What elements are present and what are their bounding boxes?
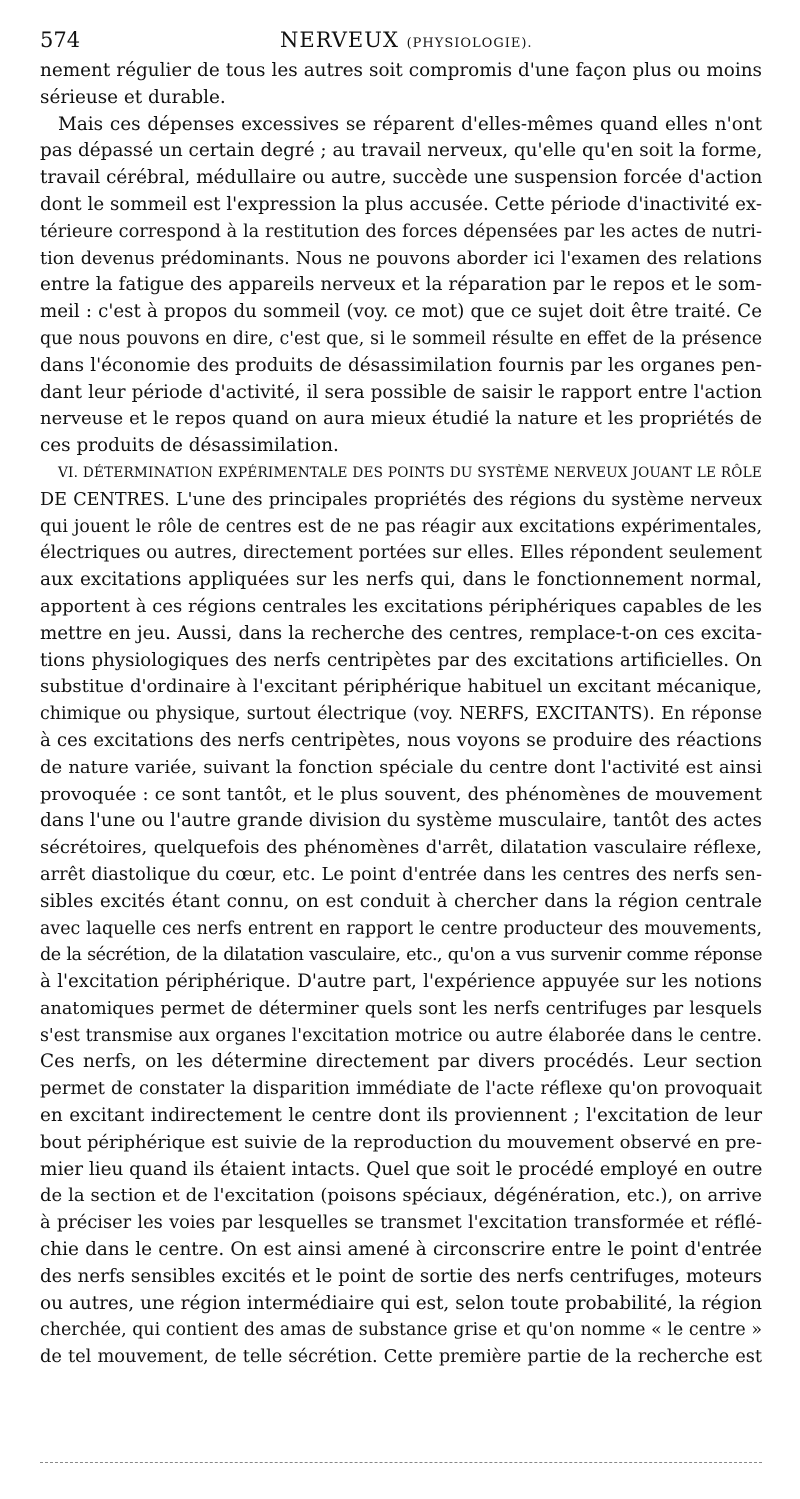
page-number: 574 <box>40 28 81 52</box>
text-line: tion devenus prédominants. Nous ne pouvons aborder ici l'examen des relations <box>40 248 762 269</box>
section-subtitle: (PHYSIOLOGIE). <box>406 36 533 51</box>
text-line: apportent à ces régions centrales les excitations périphériques capables de les <box>40 595 762 617</box>
text-line: provoquée : ce sont tantôt, et le plus souvent, des phénomènes de mouvement <box>40 783 762 805</box>
text-line: Ces nerfs, on les détermine directement par divers procédés. Leur section <box>40 1051 762 1073</box>
text-line: arrêt diastolique du cœur, etc. Le point d'entrée dans les centres des nerfs sen- <box>40 863 762 885</box>
text-line: électriques ou autres, directement portées sur elles. Elles répondent seulement <box>40 542 762 564</box>
text-line: avec laquelle ces nerfs entrent en rapport le centre producteur des mouvements, <box>40 918 762 939</box>
text-line: de la section et de l'excitation (poisons spéciaux, dégénération, etc.), on arrive <box>40 1185 762 1207</box>
text-line: de tel mouvement, de telle sécrétion. Cette première partie de la recherche est <box>40 1346 762 1368</box>
text-line: tions physiologiques des nerfs centripètes par des excitations artificielles. On <box>40 649 762 671</box>
text-line: entre la fatigue des appareils nerveux et la réparation par le repos et le som- <box>40 274 762 296</box>
text-line: térieure correspond à la restitution des forces dépensées par les actes de nutri- <box>40 220 762 242</box>
text-line: nement régulier de tous les autres soit compromis d'une façon plus ou moins <box>40 60 762 81</box>
text-line: mettre en jeu. Aussi, dans la recherche des centres, remplace-t-on ces excita- <box>40 622 762 644</box>
text-line: cherchée, qui contient des amas de substance grise et qu'on nomme « le centre » <box>40 1320 762 1341</box>
text-line: ou autres, une région intermédiaire qui est, selon toute probabilité, la région <box>40 1292 762 1314</box>
text-line: qui jouent le rôle de centres est de ne pas réagir aux excitations expérimentales, <box>40 516 762 537</box>
body-text <box>40 58 762 1371</box>
text-line: dans l'une ou l'autre grande division du système musculaire, tantôt des actes <box>40 810 762 832</box>
text-line: que nous pouvons en dire, c'est que, si le sommeil résulte en effet de la présence <box>40 328 762 349</box>
text-line: bout périphérique est suivie de la reproduction du mouvement observé en pre- <box>40 1131 762 1153</box>
text-line: substitue d'ordinaire à l'excitant périphérique habituel un excitant mécanique, <box>40 676 762 698</box>
text-line: en excitant indirectement le centre dont ils proviennent ; l'excitation de leur <box>40 1105 762 1127</box>
text-line: aux excitations appliquées sur les nerfs qui, dans le fonctionnement normal, <box>40 569 762 591</box>
text-line: anatomiques permet de déterminer quels sont les nerfs centrifuges par lesquels <box>40 998 762 1019</box>
text-line: Mais ces dépenses excessives se réparent d'elles-mêmes quand elles n'ont <box>58 113 762 135</box>
text-line: des nerfs sensibles excités et le point de sortie des nerfs centrifuges, moteurs <box>40 1265 762 1287</box>
text-line: dant leur période d'activité, il sera possible de saisir le rapport entre l'action <box>40 381 762 403</box>
text-line: à ces excitations des nerfs centripètes, nous voyons se produire des réactions <box>40 729 762 751</box>
text-line: mier lieu quand ils étaient intacts. Quel que soit le procédé employé en outre <box>40 1158 763 1180</box>
text-line: de nature variée, suivant la fonction spéciale du centre dont l'activité est ainsi <box>40 756 762 778</box>
page-title <box>280 28 533 52</box>
text-line: pas dépassé un certain degré ; au travail nerveux, qu'elle qu'en soit la forme, <box>40 140 763 162</box>
text-line: s'est transmise aux organes l'excitation motrice ou autre élaborée dans le centre. <box>40 1025 762 1046</box>
text-line: ces produits de désassimilation. <box>40 435 339 457</box>
text-line: travail cérébral, médullaire ou autre, succède une suspension forcée d'action <box>40 167 763 189</box>
text-line: sécrétoires, quelquefois des phénomènes d'arrêt, dilatation vasculaire réflexe, <box>40 837 762 859</box>
text-line: chie dans le centre. On est ainsi amené à circonscrire entre le point d'entrée <box>40 1239 762 1261</box>
running-head <box>40 28 762 58</box>
text-line: sérieuse et durable. <box>40 86 226 108</box>
text-line: de la sécrétion, de la dilatation vasculaire, etc., qu'on a vus survenir comme réponse <box>40 945 762 966</box>
text-line: dont le sommeil est l'expression la plus accusée. Cette période d'inactivité ex- <box>40 193 762 215</box>
text-line: nerveuse et le repos quand on aura mieux étudié la nature et les propriétés de <box>40 408 762 430</box>
text-line: chimique ou physique, surtout électrique (voy. NERFS, EXCITANTS). En réponse <box>40 704 762 725</box>
text-line: dans l'économie des produits de désassimilation fournis par les organes pen- <box>40 354 762 376</box>
text-line: meil : c'est à propos du sommeil (voy. ce mot) que ce sujet doit être traité. Ce <box>40 301 762 323</box>
text-line: permet de constater la disparition immédiate de l'acte réflexe qu'on provoquait <box>40 1078 762 1100</box>
text-line: DE CENTRES. L'une des principales propriétés des régions du système nerveux <box>40 489 762 510</box>
text-line: à préciser les voies par lesquelles se transmet l'excitation transformée et réflé- <box>40 1212 762 1234</box>
text-line: sibles excités étant connu, on est conduit à chercher dans la région centrale <box>40 890 762 912</box>
section-heading-line: VI. DÉTERMINATION EXPÉRIMENTALE DES POINTS DU SYSTÈME NERVEUX JOUANT LE RÔLE <box>58 464 762 481</box>
section-title: NERVEUX <box>280 28 399 52</box>
text-line: à l'excitation périphérique. D'autre part, l'expérience appuyée sur les notions <box>40 971 762 993</box>
footer-rule <box>40 1462 762 1463</box>
page <box>40 28 762 1371</box>
